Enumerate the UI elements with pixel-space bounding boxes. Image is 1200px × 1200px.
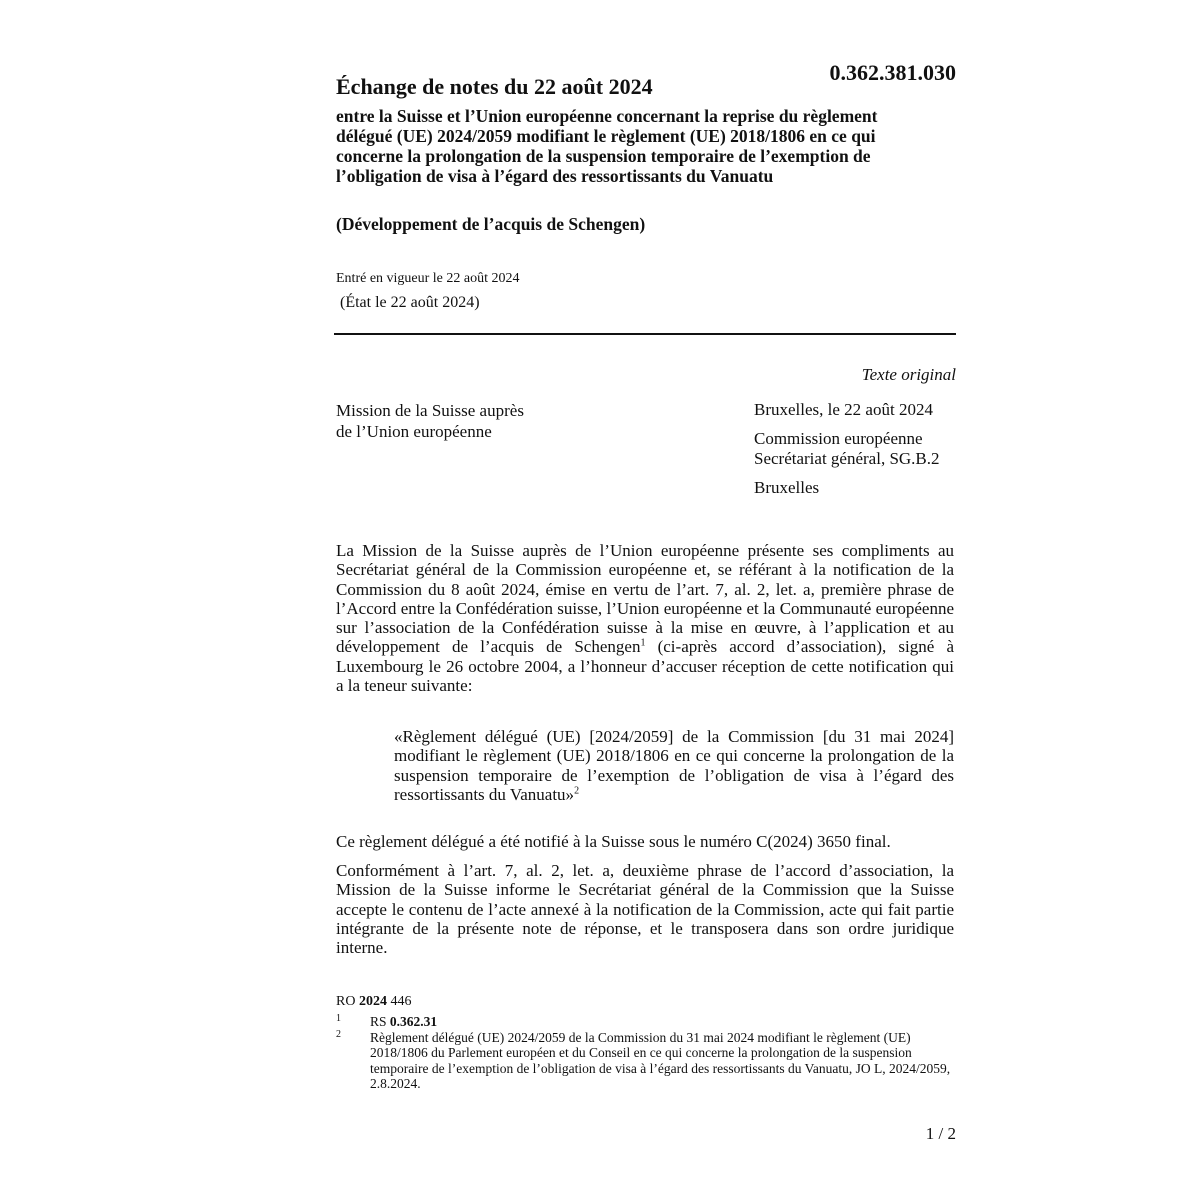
paragraph-3: Conformément à l’art. 7, al. 2, let. a, deuxième phrase de l’accord d’association, la Mission de la Suisse informe le Secrétariat général de la Commission que la Suisse accepte le contenu de l’acte annexé à la notification de la Commission, acte qui fait partie intégrante de la présente note de réponse, et le transposera dans son ordre juridique interne. xyxy=(336,861,954,958)
footnote-1 xyxy=(336,1014,956,1030)
footnote-ref-2[interactable]: 2 xyxy=(574,785,580,797)
schengen-note: (Développement de l’acquis de Schengen) xyxy=(336,214,646,234)
sender-block xyxy=(336,400,524,442)
state-date: (État le 22 août 2024) xyxy=(340,294,480,311)
footnote-2-number: 2 xyxy=(336,1028,341,1040)
quote-text: «Règlement délégué (UE) [2024/2059] de la Commission [du 31 mai 2024] modifiant le règlement (UE) 2018/1806 en ce qui concerne la prolongation de la suspension temporaire de l’exemption de l’obligation de visa à l’égard des ressortissants du Vanuatu» xyxy=(394,727,954,804)
ro-page: 446 xyxy=(390,994,412,1009)
recipient-line-2: Secrétariat général, SG.B.2 xyxy=(754,449,940,468)
document-subtitle: entre la Suisse et l’Union européenne concernant la reprise du règlement délégué (UE) 2024/2059 modifiant le règlement (UE) 2018/1806 en ce qui concerne la prolongation de la suspension temporaire de l’exemption de l’obligation de visa à l’égard des ressortissants du Vanuatu xyxy=(336,106,878,186)
paragraph-1-part-2: (ci-après accord d’association), signé à Luxembourg le 26 octobre 2004, a l’honneur d’accuser réception de cette notification qui a la teneur suivante: xyxy=(336,637,954,696)
sender-line-1: Mission de la Suisse auprès xyxy=(336,401,524,420)
footnote-ref-1[interactable]: 1 xyxy=(640,637,646,649)
paragraph-2: Ce règlement délégué a été notifié à la Suisse sous le numéro C(2024) 3650 final. xyxy=(336,832,891,851)
footnote-2-text: Règlement délégué (UE) 2024/2059 de la Commission du 31 mai 2024 modifiant le règlement (UE) 2018/1806 du Parlement européen et du Conseil en ce qui concerne la prolongation de la suspension temporaire de l’exemption de l’obligation de visa à l’égard des ressortissants du Vanuatu, JO L, 2024/2059, 2.8.2024. xyxy=(370,1029,951,1091)
ro-prefix: RO xyxy=(336,994,356,1009)
sender-line-2: de l’Union européenne xyxy=(336,422,492,441)
document-title: Échange de notes du 22 août 2024 xyxy=(336,74,653,99)
ro-year: 2024 xyxy=(358,994,387,1009)
footnote-1-prefix: RS xyxy=(370,1014,387,1029)
footnote-2 xyxy=(336,1030,956,1092)
ro-reference xyxy=(336,994,411,1010)
entry-into-force: Entré en vigueur le 22 août 2024 xyxy=(336,271,520,286)
recipient-line-1: Commission européenne xyxy=(754,429,923,448)
header-divider xyxy=(334,333,956,335)
place-date: Bruxelles, le 22 août 2024 xyxy=(754,400,933,419)
footnote-1-ref: 0.362.31 xyxy=(389,1014,438,1029)
paragraph-1 xyxy=(336,541,954,695)
page-number: 1 / 2 xyxy=(925,1124,956,1143)
footnote-1-number: 1 xyxy=(336,1013,341,1024)
recipient-block xyxy=(754,400,940,498)
sr-number: 0.362.381.030 xyxy=(829,60,956,85)
quoted-regulation xyxy=(394,727,954,804)
document-page xyxy=(336,0,956,1200)
footnotes xyxy=(336,1014,956,1092)
original-text-label: Texte original xyxy=(861,365,956,384)
paragraph-1-part-1: La Mission de la Suisse auprès de l’Union européenne présente ses compliments au Secrétariat général de la Commission européenne et, se référant à la notification de la Commission du 8 août 2024, émise en vertu de l’art. 7, al. 2, let. a, première phrase de l’Accord entre la Confédération suisse, l’Union européenne et la Communauté européenne sur l’association de la Confédération suisse à la mise en œuvre, à l’application et au développement de l’acquis de Schengen xyxy=(336,541,954,657)
recipient-city: Bruxelles xyxy=(754,478,820,497)
